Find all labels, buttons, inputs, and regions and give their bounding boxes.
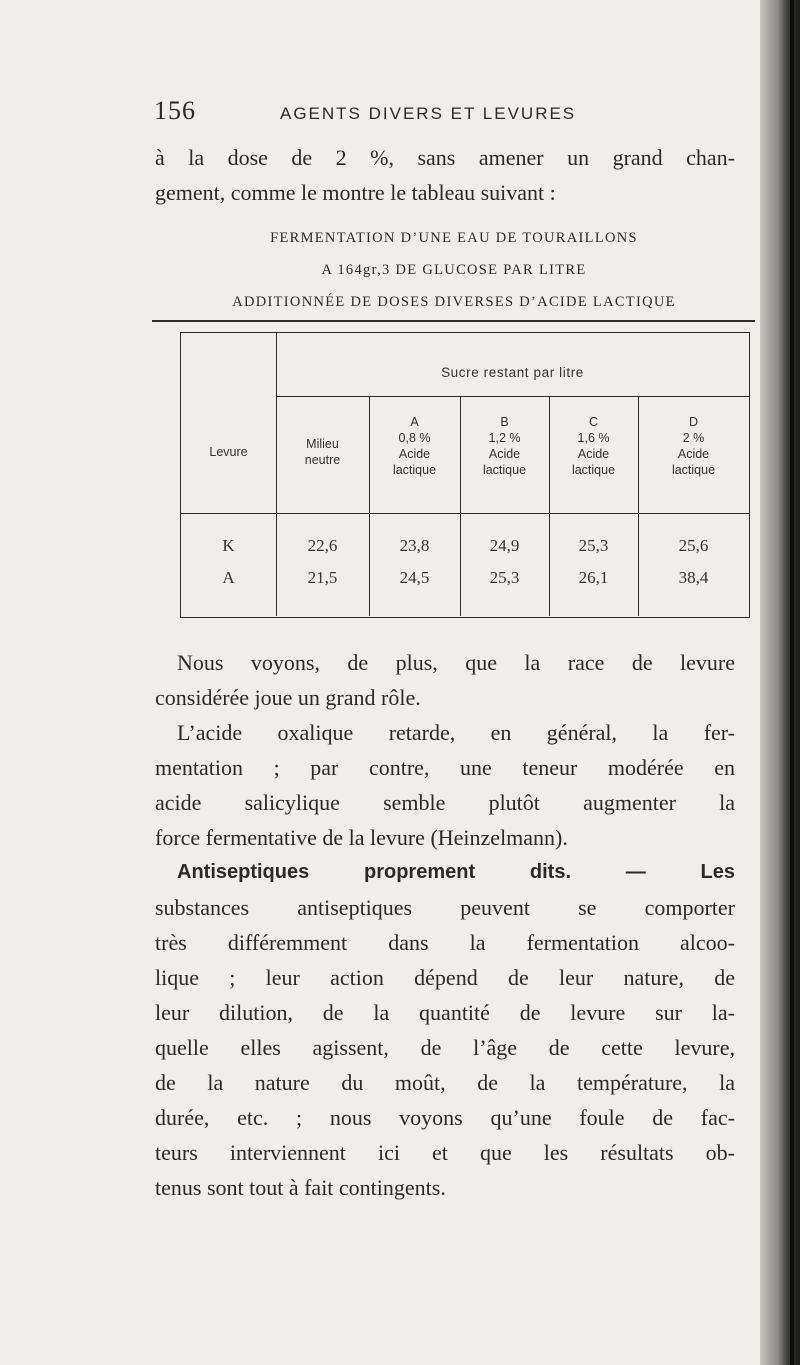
column-label: Milieu xyxy=(306,437,339,451)
text-line: considérée joue un grand rôle. xyxy=(155,685,421,710)
header-divider xyxy=(276,396,749,397)
column-label: lactique xyxy=(671,463,716,477)
column-label: Acide xyxy=(488,447,521,461)
text-line: quelle elles agissent, de l’âge de cette levure, xyxy=(155,1035,735,1060)
column-letter: C xyxy=(588,415,599,429)
table-caption-line-1: FERMENTATION D’UNE EAU DE TOURAILLONS xyxy=(270,230,638,246)
text-line: très différemment dans la fermentation alcoo- xyxy=(155,930,735,955)
table-cell: 25,3 xyxy=(578,536,609,555)
column-dose: 2 % xyxy=(682,431,705,445)
column-label: Acide xyxy=(398,447,431,461)
text-line: de la nature du moût, de la température, la xyxy=(155,1070,735,1095)
section-heading-line: Antiseptiques proprement dits. — Les xyxy=(177,861,735,883)
table-cell: 25,3 xyxy=(489,568,520,587)
page-number: 156 xyxy=(154,96,196,125)
table-frame xyxy=(180,332,750,618)
row-header-levure: Levure xyxy=(209,445,248,459)
text-line: acide salicylique semble plutôt augmenter la xyxy=(155,790,735,815)
binding-shadow-line xyxy=(790,0,794,1365)
text-line: substances antiseptiques peuvent se comporter xyxy=(155,895,735,920)
column-letter: D xyxy=(688,415,699,429)
table-cell: 25,6 xyxy=(678,536,709,555)
text-line: mentation ; par contre, une teneur modérée en xyxy=(155,755,735,780)
column-label: Acide xyxy=(577,447,610,461)
table-caption-line-3: ADDITIONNÉE DE DOSES DIVERSES D’ACIDE LACTIQUE xyxy=(232,294,676,310)
column-letter: B xyxy=(500,415,509,429)
table-cell: 24,5 xyxy=(399,568,430,587)
running-head: AGENTS DIVERS ET LEVURES xyxy=(280,104,577,123)
table-cell: 38,4 xyxy=(678,568,709,587)
text-line: à la dose de 2 %, sans amener un grand chan- xyxy=(155,145,735,170)
column-dose: 0,8 % xyxy=(398,431,431,445)
column-dose: 1,2 % xyxy=(488,431,521,445)
text-line: Nous voyons, de plus, que la race de levure xyxy=(177,650,735,675)
body-divider xyxy=(181,513,749,514)
column-dose: 1,6 % xyxy=(577,431,610,445)
column-letter: A xyxy=(410,415,419,429)
text-line: lique ; leur action dépend de leur nature, de xyxy=(155,965,735,990)
text-line: leur dilution, de la quantité de levure sur la- xyxy=(155,1000,735,1025)
column-label: neutre xyxy=(304,453,341,467)
body-text xyxy=(155,645,735,1205)
text-line: teurs interviennent ici et que les résultats ob- xyxy=(155,1140,735,1165)
column-label: lactique xyxy=(392,463,437,477)
table-caption-line-2: A 164gr,3 DE GLUCOSE PAR LITRE xyxy=(321,262,587,278)
table-cell: 26,1 xyxy=(578,568,609,587)
intro-paragraph xyxy=(155,140,735,210)
text-line: tenus sont tout à fait contingents. xyxy=(155,1175,446,1200)
page-header xyxy=(154,96,754,136)
text-line: durée, etc. ; nous voyons qu’une foule de fac- xyxy=(155,1105,735,1130)
column-label: Acide xyxy=(677,447,710,461)
row-label: K xyxy=(222,536,235,555)
text-line: gement, comme le montre le tableau suivant : xyxy=(155,180,556,205)
text-line: L’acide oxalique retarde, en général, la fer- xyxy=(177,720,735,745)
column-label: lactique xyxy=(482,463,527,477)
column-label: lactique xyxy=(571,463,616,477)
table-cell: 24,9 xyxy=(489,536,520,555)
text-line: force fermentative de la levure (Heinzelmann). xyxy=(155,825,568,850)
table-top-rule xyxy=(152,320,755,322)
table-cell: 22,6 xyxy=(307,536,338,555)
data-table xyxy=(152,320,755,623)
table-cell: 21,5 xyxy=(307,568,338,587)
row-label: A xyxy=(222,568,235,587)
group-header: Sucre restant par litre xyxy=(441,365,584,380)
table-cell: 23,8 xyxy=(399,536,430,555)
book-binding-edge xyxy=(760,0,800,1365)
